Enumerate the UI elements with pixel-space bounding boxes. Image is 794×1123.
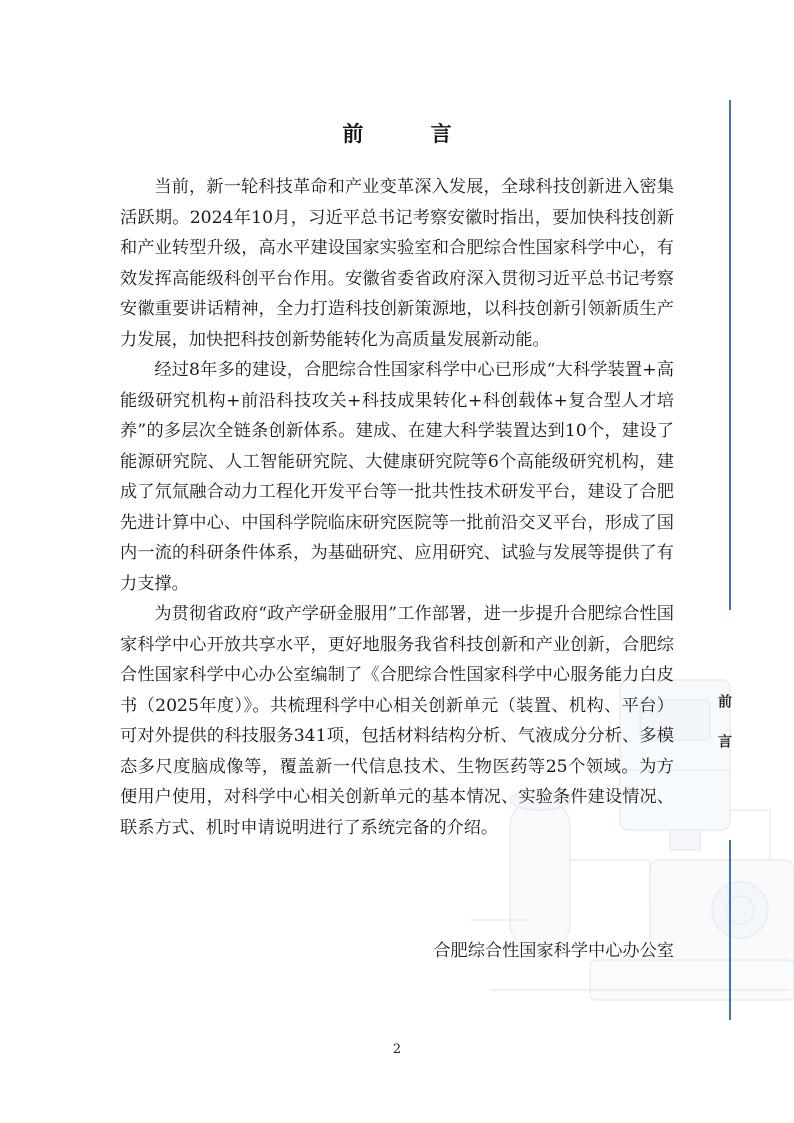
signature: 合肥综合性国家科学中心办公室 bbox=[433, 941, 674, 961]
side-divider-bottom bbox=[729, 840, 731, 1020]
paragraph-3: 为贯彻省政府“政产学研金服用”工作部署，进一步提升合肥综合性国家科学中心开放共享水平，更好地服务我省科技创新和产业创新，合肥综合性国家科学中心办公室编制了《合肥综合性国家科学中心服务能力白皮书（2025年度）》。共梳理科学中心相关创新单元（装置、机构、平台）可对外提供的科技服务341项，包括材料结构分析、气液成分分析、多模态多尺度脑成像等，覆盖新一代信息技术、生物医药等25个领域。为方便用户使用，对科学中心相关创新单元的基本情况、实验条件建设情况、联系方式、机时申请说明进行了系统完备的介绍。 bbox=[120, 604, 674, 838]
page-number: 2 bbox=[392, 1042, 402, 1057]
body-text bbox=[120, 172, 674, 843]
page-title: 前 言 bbox=[342, 121, 482, 146]
side-section-tab: 前言 bbox=[716, 694, 732, 774]
side-divider-top bbox=[729, 100, 731, 610]
paragraph-1: 当前，新一轮科技革命和产业变革深入发展，全球科技创新进入密集活跃期。2024年10月，习近平总书记考察安徽时指出，要加快科技创新和产业转型升级，高水平建设国家实验室和合肥综合性国家科学中心，有效发挥高能级科创平台作用。安徽省委省政府深入贯彻习近平总书记考察安徽重要讲话精神，全力打造科技创新策源地，以科技创新引领新质生产力发展，加快把科技创新势能转化为高质量发展新动能。 bbox=[120, 177, 674, 350]
paragraph-2: 经过8年多的建设，合肥综合性国家科学中心已形成“大科学装置+高能级研究机构+前沿科技攻关+科技成果转化+科创载体+复合型人才培养”的多层次全链条创新体系。建成、在建大科学装置达到10个，建设了能源研究院、人工智能研究院、大健康研究院等6个高能级研究机构，建成了氘氚融合动力工程化开发平台等一批共性技术研发平台，建设了合肥先进计算中心、中国科学院临床研究医院等一批前沿交叉平台，形成了国内一流的科研条件体系，为基础研究、应用研究、试验与发展等提供了有力支撑。 bbox=[120, 360, 674, 594]
